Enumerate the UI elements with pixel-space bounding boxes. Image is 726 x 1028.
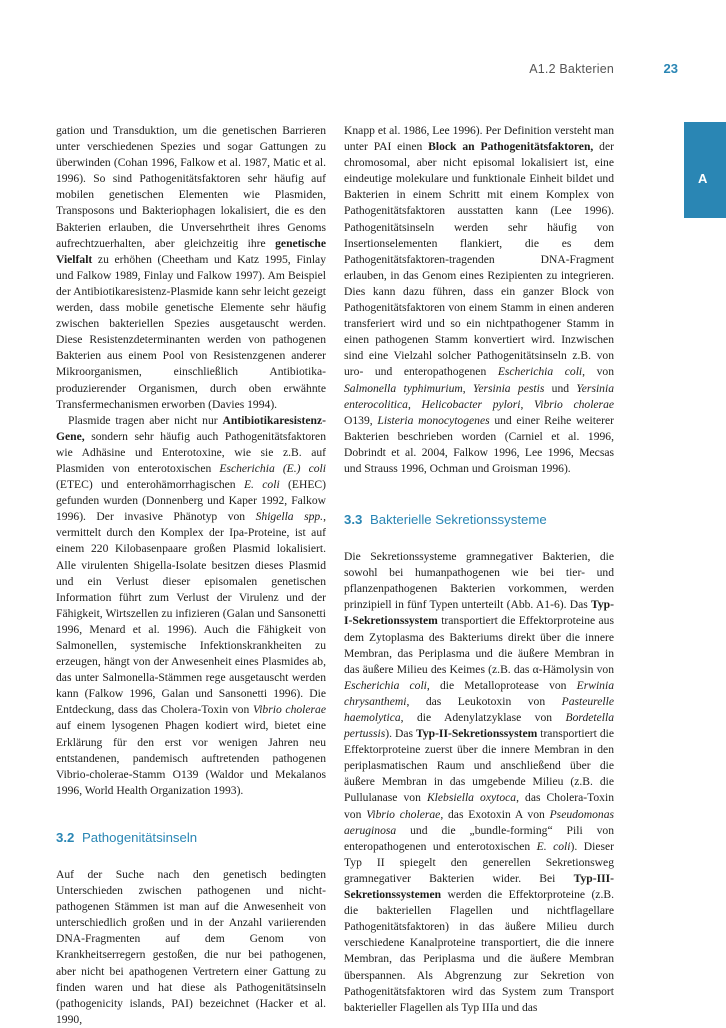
text-run: , xyxy=(462,381,473,395)
section-heading xyxy=(344,511,614,529)
text-run: Knapp et al. 1986, Lee 1996). Per Definition versteht man unter PAI einen xyxy=(344,124,614,154)
text-run: Plasmide tragen aber nicht nur xyxy=(68,413,223,427)
bold-term: Antibiotikaresistenz-Gene, xyxy=(56,413,326,443)
text-run: , das Leukotoxin von xyxy=(406,694,562,708)
text-run: auf einem lysogenen Phagen kodiert wird, bietet eine Erklärung für den erst vor wenigen Jahren neu entstandenen, pandemisch auftretenden pathogenen Vibrio-cholerae-Stamm O139 (Waldor und Mekalanos 1996, World Health Organization 1993). xyxy=(56,719,326,797)
bold-term: Block an Pathogenitätsfaktoren, xyxy=(428,140,594,154)
text-run: (ETEC) und enterohämorrhagischen xyxy=(56,478,244,492)
right-column xyxy=(344,123,614,1016)
body-paragraph xyxy=(56,123,326,413)
section-number: 3.2 xyxy=(56,829,75,845)
page-header xyxy=(0,60,726,80)
text-run: sondern sehr häufig auch Pathogenitätsfaktoren wie Adhäsine und Enterotoxine, wie sie z.B. auf Plasmiden von enterotoxischen xyxy=(56,429,326,475)
text-run: ). Das xyxy=(385,727,416,741)
section-title: Pathogenitätsinseln xyxy=(82,829,198,845)
section-heading xyxy=(56,829,326,847)
italic-term: Bordetella pertussis xyxy=(344,711,614,741)
text-run: , die Adenylatzyklase von xyxy=(400,711,566,724)
text-run: , die Metalloprotease von xyxy=(426,678,577,692)
italic-term: Escherichia (E.) coli xyxy=(219,461,326,475)
chapter-tab xyxy=(684,122,726,218)
italic-term: Vibrio cholerae xyxy=(534,397,615,411)
text-run: gation und Transduktion, um die genetischen Barrieren unter verschiedenen Spezies und sogar Gattungen zu überwinden (Cohan 1996, Falkow et al. 1987, Matic et al. 1996). So sind Pathogenitätsfaktoren sehr häufig auf mobilen genetischen Elementen wie Plasmiden, Transposons und Bakteriophagen lokalisiert, die es den Bakterien erlauben, die Unversehrtheit ihres Genoms aufrechtzuerhalten, aber gleichzeitig ihre xyxy=(56,124,326,250)
section-title: Bakterielle Sekretionssysteme xyxy=(370,512,547,528)
running-head: A1.2 Bakterien xyxy=(529,62,614,76)
text-run: Auf der Suche nach den genetisch bedingten Unterschieden zwischen pathogenen und nicht-pathogenen Stämmen ist man auf die Anwesenheit von unterschiedlich großen und in der Anzahl variierenden DNA-Fragmenten auf dem Genom von Krankheitserregern gestoßen, die nur bei pathogenen, aber nicht bei apathogenen Vertretern einer Gattung zu finden waren und hat diese als Pathogenitätsinseln (pathogenicity islands, PAI) bezeichnet (Hacker et al. 1990, xyxy=(56,867,326,1026)
text-run: O139, xyxy=(344,413,378,427)
italic-term: Listeria monocytogenes xyxy=(377,413,490,427)
bold-term: genetische Vielfalt xyxy=(56,236,326,266)
bold-term: Typ-II-Sekretionssystem xyxy=(415,727,538,741)
text-run: (EHEC) gefunden wurden (Donnenberg und Kaper 1992, Falkow 1996). Der invasive Phänotyp von xyxy=(56,478,327,524)
text-run: , xyxy=(407,397,422,411)
italic-term: Escherichia coli xyxy=(344,678,427,692)
italic-term: Erwinia chrysanthemi xyxy=(344,678,614,708)
italic-term: Klebsiella oxytoca xyxy=(426,791,517,805)
italic-term: Vibrio cholerae xyxy=(252,703,326,717)
text-run: werden die Effektorproteine (z.B. die bakteriellen Flagellen und nichtflagellare Pathogenitätsfaktoren) in das äußere Milieu durch verschiedene Kanalproteine transportiert, die die innere Membran, das Periplasma und die äußere Membran überspannen. Als Abgrenzung zur Sekretion von Pathogenitätsfaktoren wird das System zum Transport bakterieller Flagellen als Typ IIIa und das xyxy=(344,888,614,1014)
italic-term: Yersinia pestis xyxy=(473,381,545,395)
italic-term: Helicobacter pylori xyxy=(421,397,521,411)
text-run: Die Sekretionssysteme gramnegativer Bakterien, die sowohl bei humanpathogenen wie bei tier- und pflanzenpathogenen Bakterien vorkommen, werden prinzipiell in fünf Typen unterteilt (Abb. A1-6). Das xyxy=(344,550,614,612)
body-paragraph xyxy=(56,413,326,799)
italic-term: Pseudomonas aeruginosa xyxy=(344,807,614,837)
text-run: , xyxy=(520,397,535,411)
text-run: der chromosomal, aber nicht episomal lokalisiert ist, eine eindeutige molekulare und funktionale Einheit bildet und Bakterien in einem Schritt mit einem Komplex von Pathogenitätsfaktoren ausstatten kann (Lee 1996). Pathogenitätsinseln werden sehr häufig von Insertionselementen flankiert, die es dem Pathogenitätsfaktoren-tragenden DNA-Fragment erlauben, in das Genom eines Rezipienten zu integrieren. Dies kann dazu führen, dass ein ganzer Block von Pathogenitätsfaktoren von einem Stamm in einen anderen transferiert wird und so ein nichtpathogener Stamm in einen pathogenen Stamm konvertiert wird. Inzwischen sind eine Vielzahl solcher Pathogenitätsinseln z.B. von uro- und enteropathogenen xyxy=(344,140,614,379)
section-number: 3.3 xyxy=(344,512,363,528)
chapter-tab-letter: A xyxy=(698,171,708,186)
italic-term: Salmonella typhimurium xyxy=(344,381,463,395)
bold-term: Typ-I-Sekretionssystem xyxy=(344,598,614,628)
page-number: 23 xyxy=(663,61,678,76)
text-run: transportiert die Effektorproteine aus dem Zytoplasma des Bakteriums direkt über die innere Membran, das Periplasma und die äußere Membran in das äußere Milieu des Keimes (z.B. das α-Hämolysin von xyxy=(344,614,614,676)
text-run: ). Dieser Typ II spiegelt den generellen Sekretionsweg gramnegativer Bakterien wider. Bei xyxy=(344,839,614,885)
body-paragraph xyxy=(344,549,614,1016)
text-run: und die „bundle-forming“ Pili von enteropathogenen und enterotoxischen xyxy=(344,823,614,853)
text-run: und xyxy=(544,381,577,395)
italic-term: Escherichia coli xyxy=(497,365,583,379)
body-paragraph xyxy=(344,123,614,477)
text-run: , das Exotoxin A von xyxy=(440,807,550,821)
bold-term: Typ-III-Sekretionssystemen xyxy=(344,871,614,902)
italic-term: Shigella spp. xyxy=(255,510,324,524)
text-run: transportiert die Effektorproteine zuerst über die innere Membran in den periplasmatischen Raum und anschließend über die äußere Membran in das umgebende Milieu (z.B. die Pullulanase von xyxy=(344,727,615,805)
left-column xyxy=(56,123,326,1028)
italic-term: Yersinia enterocolitica xyxy=(344,381,614,411)
body-paragraph xyxy=(56,867,326,1028)
italic-term: E. coli xyxy=(536,839,571,853)
text-run: , von xyxy=(582,365,614,379)
text-run: und einer Reihe weiterer Bakterien beschrieben worden (Carniel et al. 1996, Dobrindt et al. 2004, Falkow 1996, Lee 1996, Mecsas und Strauss 1996, Ochman und Groisman 1996). xyxy=(344,413,615,475)
italic-term: Pasteurelle haemolytica xyxy=(344,694,614,724)
text-run: , vermittelt durch den Komplex der Ipa-Proteine, ist auf einem 220 Kilobasenpaare großen Plasmid lokalisiert. Alle virulenten Shigella-Isolate besitzen dieses Plasmid und ein Verlust dieser episomalen genetischen Information führt zum Verlust der Virulenz und der Fähigkeit, Wirtszellen zu infizieren (Galan und Sansonetti 1996, Menard et al. 1996). Auch die Fähigkeit von Salmonellen, systemische Infektionskrankheiten zu erzeugen, hängt von der Anwesenheit eines Plasmides ab, das unter Salmonella-Stämmen rege ausgetauscht werden kann (Falkow 1996, Galan und Sansonetti 1996). Die Entdeckung, dass das Cholera-Toxin von xyxy=(56,510,326,717)
italic-term: Vibrio cholerae xyxy=(366,807,441,821)
text-run: , das Cholera-Toxin von xyxy=(344,791,614,821)
italic-term: E. coli xyxy=(243,478,280,492)
text-run: zu erhöhen (Cheetham und Katz 1995, Finlay und Falkow 1989, Finlay und Falkow 1997). Am Beispiel der Antibiotikaresistenz-Plasmide kann sehr leicht gezeigt werden, dass mobile genetische Elemente sehr häufig zwischen bakteriellen Spezies ausgetauscht werden. Diese Resistenzdeterminanten werden von pathogenen Bakterien aus einem Pool von Resistenzgenen anderer Mikroorganismen, einschließlich Antibiotika-produzierender Organismen, durch oben erwähnte Transfermechanismen erworben (Davies 1994). xyxy=(56,252,326,411)
